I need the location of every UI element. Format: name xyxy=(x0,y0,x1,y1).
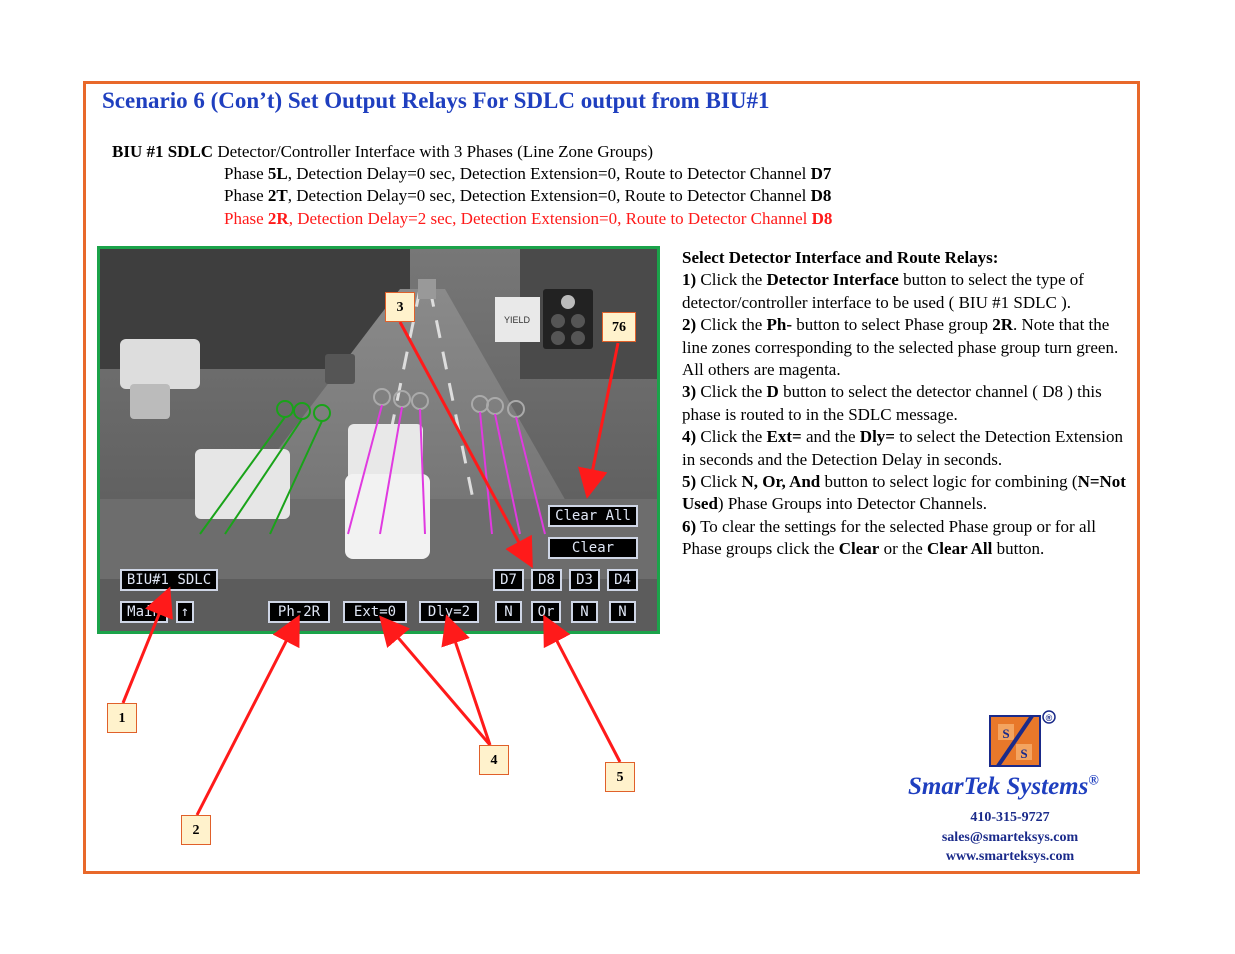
phase-line-2r: Phase 2R, Detection Delay=2 sec, Detection Extension=0, Route to Detector Channel D8 xyxy=(224,209,833,228)
phase-line-2t: Phase 2T, Detection Delay=0 sec, Detection Extension=0, Route to Detector Channel D8 xyxy=(224,186,832,205)
instructions-heading: Select Detector Interface and Route Relays: xyxy=(682,248,999,267)
page-title: Scenario 6 (Con’t) Set Output Relays For SDLC output from BIU#1 xyxy=(102,88,770,113)
clear-button[interactable]: Clear xyxy=(548,537,638,559)
svg-text:S: S xyxy=(1002,726,1010,741)
up-arrow-button[interactable]: ↑ xyxy=(176,601,194,623)
logic-n-button-1[interactable]: N xyxy=(495,601,522,623)
callout-3: 3 xyxy=(385,292,415,322)
camera-video-frame xyxy=(97,246,660,634)
intro-line: BIU #1 SDLC Detector/Controller Interface with 3 Phases (Line Zone Groups) xyxy=(112,142,654,161)
parked-truck xyxy=(120,339,200,389)
svg-text:®: ® xyxy=(1045,713,1053,723)
step-4: 4) Click the Ext= and the Dly= to select the Detection Extension in seconds and the Detection Delay in seconds. xyxy=(682,427,1123,469)
step-2: 2) Click the Ph- button to select Phase group 2R. Note that the line zones corresponding to the selected phase group turn green. All others are magenta. xyxy=(682,315,1119,380)
delay-button[interactable]: Dly=2 xyxy=(419,601,479,623)
callout-4: 4 xyxy=(479,745,509,775)
smartek-logo-icon xyxy=(988,708,1058,770)
channel-d7-button[interactable]: D7 xyxy=(493,569,524,591)
channel-d8-button[interactable]: D8 xyxy=(531,569,562,591)
step-1: 1) Click the Detector Interface button to select the type of detector/controller interface to be used ( BIU #1 SDLC ). xyxy=(682,270,1084,312)
step-5: 5) Click N, Or, And button to select logic for combining (N=Not Used) Phase Groups into Detector Channels. xyxy=(682,472,1126,514)
company-name: SmarTek Systems® xyxy=(908,773,1099,800)
main-button[interactable]: Main xyxy=(120,601,168,623)
channel-d4-button[interactable]: D4 xyxy=(607,569,638,591)
step-3: 3) Click the D button to select the detector channel ( D8 ) this phase is routed to in the SDLC message. xyxy=(682,382,1102,424)
company-email: sales@smarteksys.com xyxy=(941,830,1079,845)
clear-all-button[interactable]: Clear All xyxy=(548,505,638,527)
channel-d3-button[interactable]: D3 xyxy=(569,569,600,591)
callout-5: 5 xyxy=(605,762,635,792)
company-website: www.smarteksys.com xyxy=(945,849,1075,864)
phase-line-5l: Phase 5L, Detection Delay=0 sec, Detection Extension=0, Route to Detector Channel D7 xyxy=(224,164,832,183)
extension-button[interactable]: Ext=0 xyxy=(343,601,407,623)
instructions-panel xyxy=(682,247,1137,561)
callout-1: 1 xyxy=(107,703,137,733)
callout-2: 2 xyxy=(181,815,211,845)
step-6: 6) To clear the settings for the selected Phase group or for all Phase groups click the Clear or the Clear All button. xyxy=(682,516,1096,559)
logic-n-button-3[interactable]: N xyxy=(609,601,636,623)
callout-76: 76 xyxy=(602,312,636,342)
svg-text:YIELD: YIELD xyxy=(503,315,531,325)
detector-interface-button[interactable]: BIU#1 SDLC xyxy=(120,569,218,591)
logic-n-button-2[interactable]: N xyxy=(571,601,598,623)
svg-text:S: S xyxy=(1020,746,1028,761)
company-phone: 410-315-9727 xyxy=(970,810,1050,825)
logic-or-button[interactable]: Or xyxy=(531,601,561,623)
phase-button[interactable]: Ph-2R xyxy=(268,601,330,623)
